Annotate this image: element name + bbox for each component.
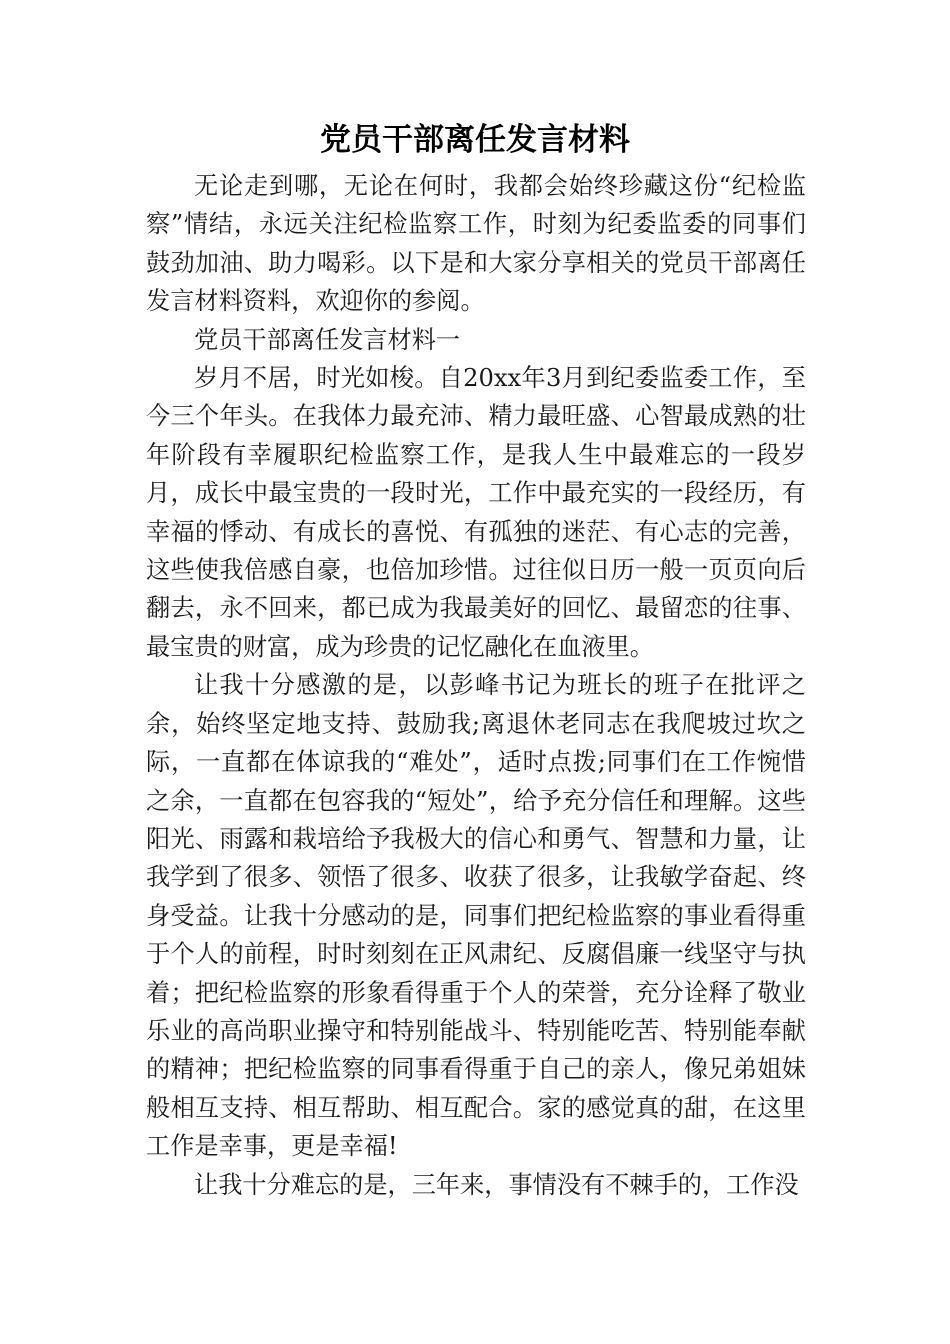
section-heading: 党员干部离任发言材料一 bbox=[194, 325, 461, 354]
body-paragraph: 岁月不居，时光如梭。自20xx年3月到纪委监委工作，至今三个年头。在我体力最充沛、精力最旺盛、心智最成熟的壮年阶段有幸履职纪检监察工作，是我人生中最难忘的一段岁月，成长中最宝贵的一段时光，工作中最充实的一段经历，有幸福的悸动、有成长的喜悦、有孤独的迷茫、有心志的完善，这些使我倍感自豪，也倍加珍惜。过往似日历一般一页页向后翻去，永不回来，都已成为我最美好的回忆、最留恋的往事、最宝贵的财富，成为珍贵的记忆融化在血液里。 bbox=[146, 364, 806, 661]
document-title: 党员干部离任发言材料 bbox=[320, 122, 630, 158]
intro-paragraph: 无论走到哪，无论在何时，我都会始终珍藏这份“纪检监察”情结，永远关注纪检监察工作，时刻为纪委监委的同事们鼓劲加油、助力喝彩。以下是和大家分享相关的党员干部离任发言材料资料，欢迎你的参阅。 bbox=[146, 172, 806, 316]
body-paragraph: 让我十分感激的是，以彭峰书记为班长的班子在批评之余，始终坚定地支持、鼓励我;离退休老同志在我爬坡过坎之际，一直都在体谅我的“难处”，适时点拨;同事们在工作惋惜之余，一直都在包容我的“短处”，给予充分信任和理解。这些阳光、雨露和栽培给予我极大的信心和勇气、智慧和力量，让我学到了很多、领悟了很多、收获了很多，让我敏学奋起、终身受益。让我十分感动的是，同事们把纪检监察的事业看得重于个人的前程，时时刻刻在正风肃纪、反腐倡廉一线坚守与执着；把纪检监察的形象看得重于个人的荣誉，充分诠释了敬业乐业的高尚职业操守和特别能战斗、特别能吃苦、特别能奉献的精神；把纪检监察的同事看得重于自己的亲人，像兄弟姐妹般相互支持、相互帮助、相互配合。家的感觉真的甜，在这里工作是幸事，更是幸福! bbox=[146, 671, 806, 1161]
document-body bbox=[146, 167, 806, 1204]
body-paragraph: 让我十分难忘的是，三年来，事情没有不棘手的，工作没 bbox=[194, 1170, 799, 1199]
